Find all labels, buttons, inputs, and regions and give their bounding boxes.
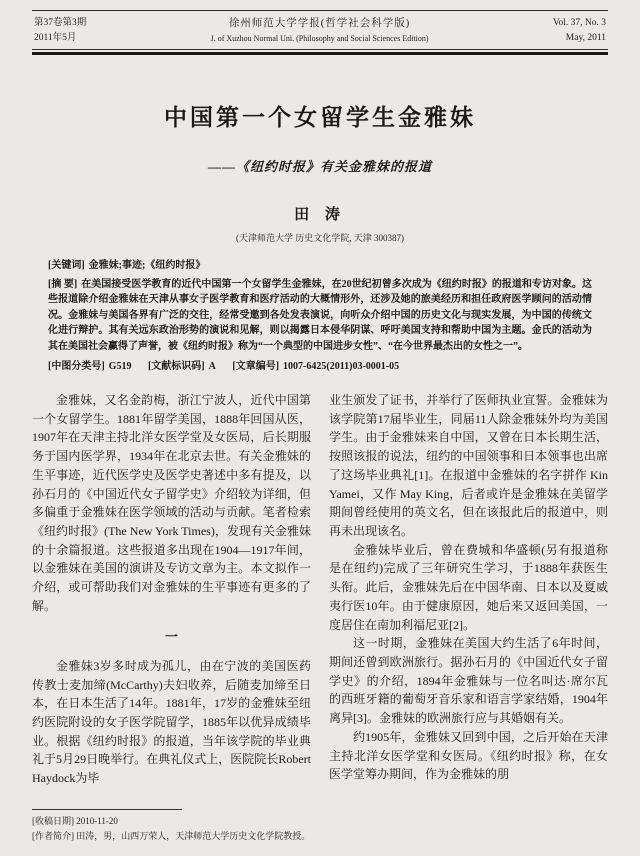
journal-header-row (32, 14, 608, 49)
article-body (32, 391, 608, 815)
abstract-label: [摘 要] (48, 278, 78, 290)
article-subtitle: ——《纽约时报》有关金雅妹的报道 (207, 159, 432, 175)
volume-number-line: Vol. 37, No. 3 (552, 18, 606, 28)
clc-value: G519 (108, 361, 132, 373)
journal-title-block (86, 16, 553, 45)
journal-header (32, 10, 608, 55)
author-affiliation: (天津师范大学 历史文化学院, 天津 300387) (236, 233, 404, 244)
header-rule-thick (32, 52, 608, 55)
classification-line (48, 359, 592, 375)
journal-title-cn: 徐州师范大学学报(哲学社会科学版) (228, 18, 411, 30)
clc-label: [中图分类号] (48, 361, 105, 373)
body-paragraph: 约1905年，金雅妹又回到中国，之后开始在天津主持北洋女医学堂和女医局。《纽约时报》称，在女医学堂筹办期间，作为金雅妹的朋 (329, 729, 608, 782)
abstract-text: 在美国接受医学教育的近代中国第一个女留学生金雅妹，在20世纪初曾多次成为《纽约时报》的报道和专访对象。这些报道除介绍金雅妹在天津从事女子医学教育和医疗活动的大概情形外，还涉及她的旅美经历和担任政府医学顾问的活动情况。金雅妹与美国各界有广泛的交往，经常受邀到各处发表演说，向听众介绍中国的历史文化与现实发展，为中国的传统文化进行辩护。其有关远东政治形势的演说和见解，则以揭露日本侵华阴谋、呼吁美国支持和帮助中国为主题。金氏的活动为其在美国社会赢得了声誉，被《纽约时报》称为“一个典型的中国进步女性”、“在今世界最杰出的女性之一”。 (48, 278, 593, 352)
left-column (32, 391, 311, 815)
right-column (329, 391, 608, 815)
keywords-line (48, 258, 592, 274)
author-bio-note: [作者简介] 田涛，男，山西万荣人，天津师范大学历史文化学院教授。 (32, 831, 311, 842)
keywords-label: [关键词] (48, 260, 85, 272)
article-title: 中国第一个女留学生金雅妹 (164, 105, 476, 131)
keywords-text: 金雅妹;事迹;《纽约时报》 (88, 260, 206, 272)
volume-date-line: May, 2011 (565, 32, 606, 43)
abstract-block (48, 258, 592, 375)
body-paragraph: 金雅妹3岁多时成为孤儿，由在宁波的美国医药传教士麦加缔(McCarthy)夫妇收养，后随麦加缔至日本，在日本生活了14年。1881年，17岁的金雅妹至纽约医院附设的女子医学院留学，1885年以优异成绩毕业。根据《纽约时报》的报道，当年该学院的毕业典礼于5月29日晚举行。在典礼仪式上，医院院长Robert Haydock为毕 (32, 658, 311, 786)
volume-info (553, 16, 606, 45)
body-paragraph: 业生颁发了证书，并举行了医师执业宣誓。金雅妹为该学院第17届毕业生，同届11人除金雅妹外均为美国学生。由于金雅妹来自中国，又曾在日本长期生活，按照该报的说法，纽约的中国领事和日本领事也出席了这场毕业典礼[1]。在报道中金雅妹的名字拼作 Kin Yamei，又作 May King，后者或许是金雅妹在美留学期间曾经使用的英文名，但在该报此后的报道中，则再未出现该名。 (329, 392, 608, 538)
header-rule-thin (32, 49, 608, 50)
body-paragraph: 金雅妹，又名金韵梅，浙江宁波人，近代中国第一个女留学生。1881年留学美国，1888年回国从医，1907年在天津主持北洋女医学堂及女医局，后长期服务于国内医学界，1934年在北京去世。有关金雅妹的生平事迹，近代医学史及医学史著述中多有提及，以孙石月的《中国近代女子留学史》介绍较为详细，但多偏重于金雅妹在医学领域的活动与贡献。笔者检索《纽约时报》(The New York Times)，发现有关金雅妹的十余篇报道。这些报道多出现在1904—1917年间，以金雅妹在美国的演讲及专访文章为主。本文拟作一介绍，或可帮助我们对金雅妹的生平事迹有更多的了解。 (32, 392, 311, 613)
section-heading: 一 (164, 628, 178, 644)
journal-title-en: J. of Xuzhou Normal Uni. (Philosophy and Social Sciences Edition) (210, 33, 429, 43)
article-id-value: 1007-6425(2011)03-0001-05 (283, 361, 400, 373)
body-paragraph: 金雅妹毕业后，曾在费城和华盛顿(另有报道称是在纽约)完成了三年研究生学习，于1888年获医生头衔。此后，金雅妹先后在中国华南、日本以及夏威夷行医10年。由于健康原因，她后来又返回美国，一度居住在南加利福尼亚[2]。 (329, 542, 608, 632)
footnote-rule (32, 809, 182, 810)
issue-date-line: 2011年5月 (34, 32, 77, 43)
author-name: 田 涛 (294, 207, 346, 224)
received-date-note: [收稿日期] 2010-11-20 (32, 816, 118, 827)
doc-code-label: [文献标识码] (147, 361, 205, 373)
body-paragraph: 这一时期，金雅妹在美国大约生活了6年时间，期间还曾到欧洲旅行。据孙石月的《中国近代女子留学史》的介绍，1894年金雅妹与一位名叫达·席尔瓦的西班牙籍的葡萄牙音乐家和语言学家结婚，1904年离异[3]。金雅妹的欧洲旅行应与其婚姻有关。 (329, 636, 608, 726)
abstract-paragraph (48, 277, 592, 355)
footnotes (32, 809, 608, 844)
article-id-label: [文章编号] (232, 361, 280, 373)
issue-info (34, 16, 86, 45)
issue-volume-line: 第37卷第3期 (34, 18, 87, 28)
doc-code-value: A (208, 361, 216, 373)
